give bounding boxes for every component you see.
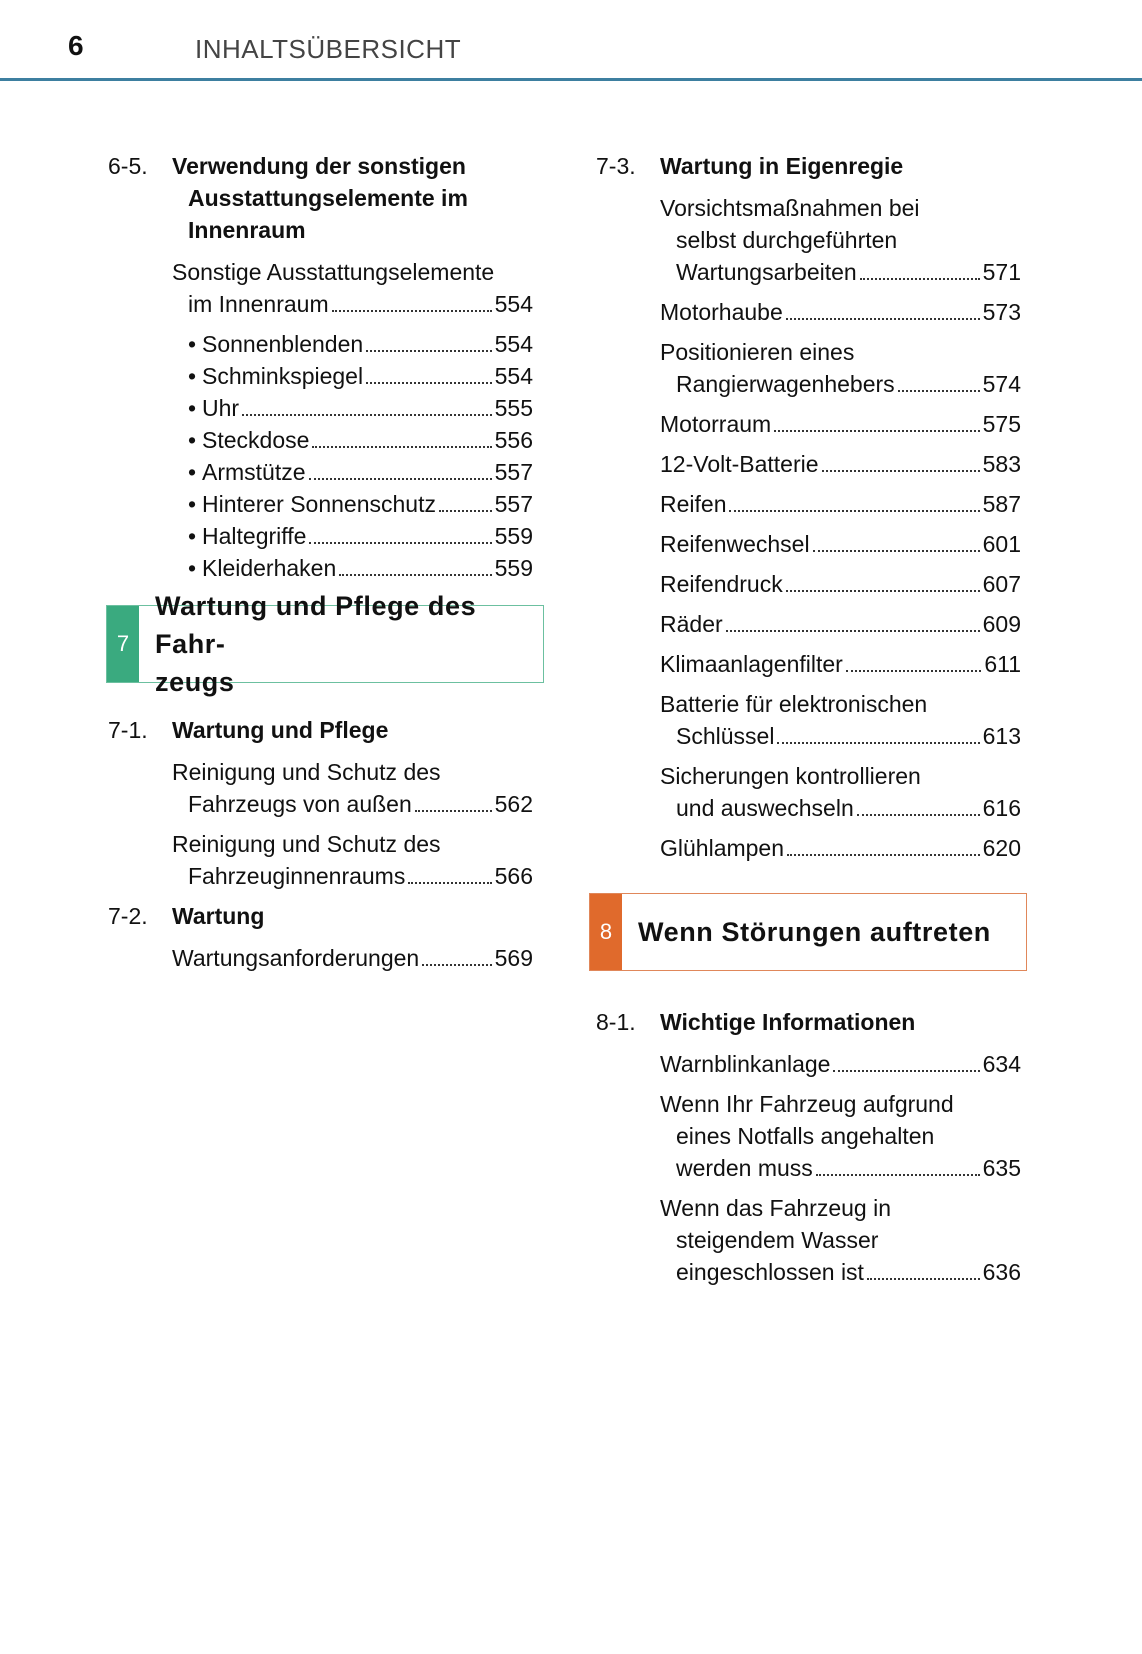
section-title: Wartung <box>172 903 265 929</box>
dot-leader <box>309 542 491 544</box>
page-ref: 554 <box>494 363 533 389</box>
page-ref: 562 <box>494 791 533 817</box>
toc-left-column <box>108 150 533 584</box>
dot-leader <box>242 414 492 416</box>
section-number: 7-2. <box>108 903 148 929</box>
subitem-text: Haltegriffe <box>202 523 307 549</box>
dot-leader <box>774 430 979 432</box>
dot-leader <box>846 670 982 672</box>
dot-leader <box>439 510 492 512</box>
toc-subitem-steckdose[interactable] <box>188 424 533 456</box>
entry-text: Vorsichtsmaßnahmen bei <box>660 195 920 221</box>
page-ref: 620 <box>982 835 1021 861</box>
page-ref: 559 <box>494 555 533 581</box>
section-number: 6-5. <box>108 153 148 179</box>
toc-entry-gluehlampen[interactable] <box>660 832 1021 864</box>
entry-text: und auswechseln <box>676 795 854 821</box>
toc-subitem-sonnenblenden[interactable] <box>188 328 533 360</box>
toc-entry-wartungsanforderungen[interactable] <box>172 942 533 974</box>
bullet-icon: • <box>188 427 197 453</box>
bullet-icon: • <box>188 523 197 549</box>
entry-text: Sonstige Ausstattungselemente <box>172 259 495 285</box>
section-title: Wichtige Informationen <box>660 1009 916 1035</box>
subitem-text: Uhr <box>202 395 240 421</box>
bullet-icon: • <box>188 491 197 517</box>
bullet-icon: • <box>188 459 197 485</box>
entry-text: Fahrzeugs von außen <box>188 791 412 817</box>
section-heading-8-1[interactable] <box>596 1006 1021 1038</box>
page-ref: 587 <box>982 491 1021 517</box>
dot-leader <box>822 470 980 472</box>
dot-leader <box>312 446 491 448</box>
subitem-text: Steckdose <box>202 427 310 453</box>
toc-entry-batterie[interactable] <box>660 448 1021 480</box>
section-title: Wartung in Eigenregie <box>660 153 904 179</box>
dot-leader <box>786 590 980 592</box>
dot-leader <box>332 310 492 312</box>
toc-right-column-lower <box>596 1006 1021 1296</box>
header-title: INHALTSÜBERSICHT <box>195 34 462 64</box>
entry-text: eingeschlossen ist <box>676 1259 864 1285</box>
chapter-number-tab: 8 <box>590 894 622 970</box>
entry-text: Reinigung und Schutz des <box>172 831 441 857</box>
toc-entry-motorhaube[interactable] <box>660 296 1021 328</box>
entry-text: steigendem Wasser <box>676 1227 879 1253</box>
chapter-7-banner[interactable] <box>106 591 544 697</box>
entry-text: Rangierwagenhebers <box>676 371 895 397</box>
entry-text: Reifen <box>660 491 727 517</box>
subitem-text: Armstütze <box>202 459 306 485</box>
toc-entry-rangierwagenheber[interactable] <box>660 336 1021 400</box>
dot-leader <box>867 1278 980 1280</box>
entry-text: Reinigung und Schutz des <box>172 759 441 785</box>
entry-text: Motorhaube <box>660 299 783 325</box>
entry-text: selbst durchgeführten <box>676 227 898 253</box>
page-ref: 616 <box>982 795 1021 821</box>
page-ref: 555 <box>494 395 533 421</box>
dot-leader <box>309 478 492 480</box>
toc-subitem-uhr[interactable] <box>188 392 533 424</box>
section-title-line: Verwendung der sonstigen <box>172 153 466 179</box>
chapter-title-line: Wartung und Pflege des Fahr- <box>155 591 477 659</box>
section-title-line: Innenraum <box>188 217 306 243</box>
toc-right-column <box>596 150 1021 872</box>
toc-entry-reinigung-innen[interactable] <box>172 828 533 892</box>
toc-entry-reinigung-aussen[interactable] <box>172 756 533 820</box>
dot-leader <box>729 510 979 512</box>
dot-leader <box>726 630 980 632</box>
dot-leader <box>898 390 980 392</box>
toc-entry-klimaanlagenfilter[interactable] <box>660 648 1021 680</box>
toc-entry-warnblinkanlage[interactable] <box>660 1048 1021 1080</box>
entry-text: Reifenwechsel <box>660 531 810 557</box>
entry-text: Batterie für elektronischen <box>660 691 928 717</box>
entry-text: Glühlampen <box>660 835 785 861</box>
page-ref: 635 <box>982 1155 1021 1181</box>
page-ref: 609 <box>982 611 1021 637</box>
page-ref: 574 <box>982 371 1021 397</box>
toc-entry-raeder[interactable] <box>660 608 1021 640</box>
entry-text: Wenn Ihr Fahrzeug aufgrund <box>660 1091 954 1117</box>
entry-text: Wenn das Fahrzeug in <box>660 1195 891 1221</box>
section-number: 8-1. <box>596 1009 636 1035</box>
dot-leader <box>339 574 491 576</box>
dot-leader <box>422 964 491 966</box>
toc-entry-steigendes-wasser[interactable] <box>660 1192 1021 1288</box>
dot-leader <box>366 350 491 352</box>
page-ref: 569 <box>494 945 533 971</box>
dot-leader <box>366 382 492 384</box>
toc-entry-schluesselbatterie[interactable] <box>660 688 1021 752</box>
section-heading-7-1[interactable] <box>108 714 533 746</box>
entry-text: Schlüssel <box>676 723 775 749</box>
entry-text: Sicherungen kontrollieren <box>660 763 921 789</box>
toc-entry-vorsichtsmassnahmen[interactable] <box>660 192 1021 288</box>
entry-text: Wartungsanforderungen <box>172 945 420 971</box>
subitem-text: Schminkspiegel <box>202 363 364 389</box>
entry-text: im Innenraum <box>188 291 329 317</box>
dot-leader <box>857 814 980 816</box>
section-number: 7-1. <box>108 717 148 743</box>
bullet-icon: • <box>188 555 197 581</box>
bullet-icon: • <box>188 331 197 357</box>
chapter-number-tab: 7 <box>107 606 139 682</box>
entry-text: eines Notfalls angehalten <box>676 1123 935 1149</box>
dot-leader <box>813 550 980 552</box>
entry-text: Räder <box>660 611 723 637</box>
toc-subitem-kleiderhaken[interactable] <box>188 552 533 584</box>
subitem-text: Sonnenblenden <box>202 331 364 357</box>
toc-subitem-hinterer-sonnenschutz[interactable] <box>188 488 533 520</box>
entry-text: Positionieren eines <box>660 339 855 365</box>
toc-entry-sicherungen[interactable] <box>660 760 1021 824</box>
entry-text: Wartungsarbeiten <box>676 259 857 285</box>
toc-entry-reifenwechsel[interactable] <box>660 528 1021 560</box>
toc-subitem-schminkspiegel[interactable] <box>188 360 533 392</box>
page-ref: 554 <box>494 331 533 357</box>
section-title-line: Ausstattungselemente im <box>188 185 468 211</box>
chapter-title-line: zeugs <box>155 667 235 697</box>
dot-leader <box>786 318 980 320</box>
page-ref: 611 <box>984 651 1021 677</box>
page-ref: 566 <box>494 863 533 889</box>
page-ref: 636 <box>982 1259 1021 1285</box>
section-title: Wartung und Pflege <box>172 717 389 743</box>
section-heading-6-5[interactable] <box>108 150 533 246</box>
subitem-text: Kleiderhaken <box>202 555 337 581</box>
dot-leader <box>408 882 491 884</box>
page-ref: 613 <box>982 723 1021 749</box>
entry-text: Reifendruck <box>660 571 783 597</box>
bullet-icon: • <box>188 363 197 389</box>
chapter-title: Wenn Störungen auftreten <box>638 917 991 947</box>
header-divider <box>0 78 1142 81</box>
page-ref: 557 <box>494 459 533 485</box>
chapter-8-banner[interactable] <box>589 893 1027 971</box>
dot-leader <box>833 1070 979 1072</box>
dot-leader <box>415 810 492 812</box>
toc-entry-notfall-anhalten[interactable] <box>660 1088 1021 1184</box>
page-ref: 559 <box>494 523 533 549</box>
dot-leader <box>787 854 980 856</box>
page-header <box>0 0 1142 82</box>
entry-text: Warnblinkanlage <box>660 1051 831 1077</box>
section-number: 7-3. <box>596 153 636 179</box>
toc-entry-sonstige-ausstattung[interactable] <box>172 256 533 320</box>
toc-subitem-armstuetze[interactable] <box>188 456 533 488</box>
subitem-text: Hinterer Sonnenschutz <box>202 491 436 517</box>
section-heading-7-3[interactable] <box>596 150 1021 182</box>
dot-leader <box>860 278 980 280</box>
section-heading-7-2[interactable] <box>108 900 533 932</box>
toc-entry-reifen[interactable] <box>660 488 1021 520</box>
page-ref: 575 <box>982 411 1021 437</box>
entry-text: werden muss <box>676 1155 813 1181</box>
entry-text: Fahrzeuginnenraums <box>188 863 406 889</box>
toc-entry-reifendruck[interactable] <box>660 568 1021 600</box>
chapter-title <box>155 591 531 697</box>
entry-text: 12-Volt-Batterie <box>660 451 819 477</box>
toc-entry-motorraum[interactable] <box>660 408 1021 440</box>
page-ref: 583 <box>982 451 1021 477</box>
page-number: 6 <box>68 30 84 61</box>
page-ref: 554 <box>494 291 533 317</box>
page-ref: 557 <box>494 491 533 517</box>
page-ref: 573 <box>982 299 1021 325</box>
page-ref: 556 <box>494 427 533 453</box>
dot-leader <box>777 742 979 744</box>
bullet-icon: • <box>188 395 197 421</box>
page-ref: 634 <box>982 1051 1021 1077</box>
toc-subitem-haltegriffe[interactable] <box>188 520 533 552</box>
entry-text: Motorraum <box>660 411 772 437</box>
entry-text: Klimaanlagenfilter <box>660 651 843 677</box>
page-ref: 601 <box>982 531 1021 557</box>
toc-left-column-lower <box>108 714 533 982</box>
page-ref: 571 <box>982 259 1021 285</box>
dot-leader <box>816 1174 980 1176</box>
page-ref: 607 <box>982 571 1021 597</box>
